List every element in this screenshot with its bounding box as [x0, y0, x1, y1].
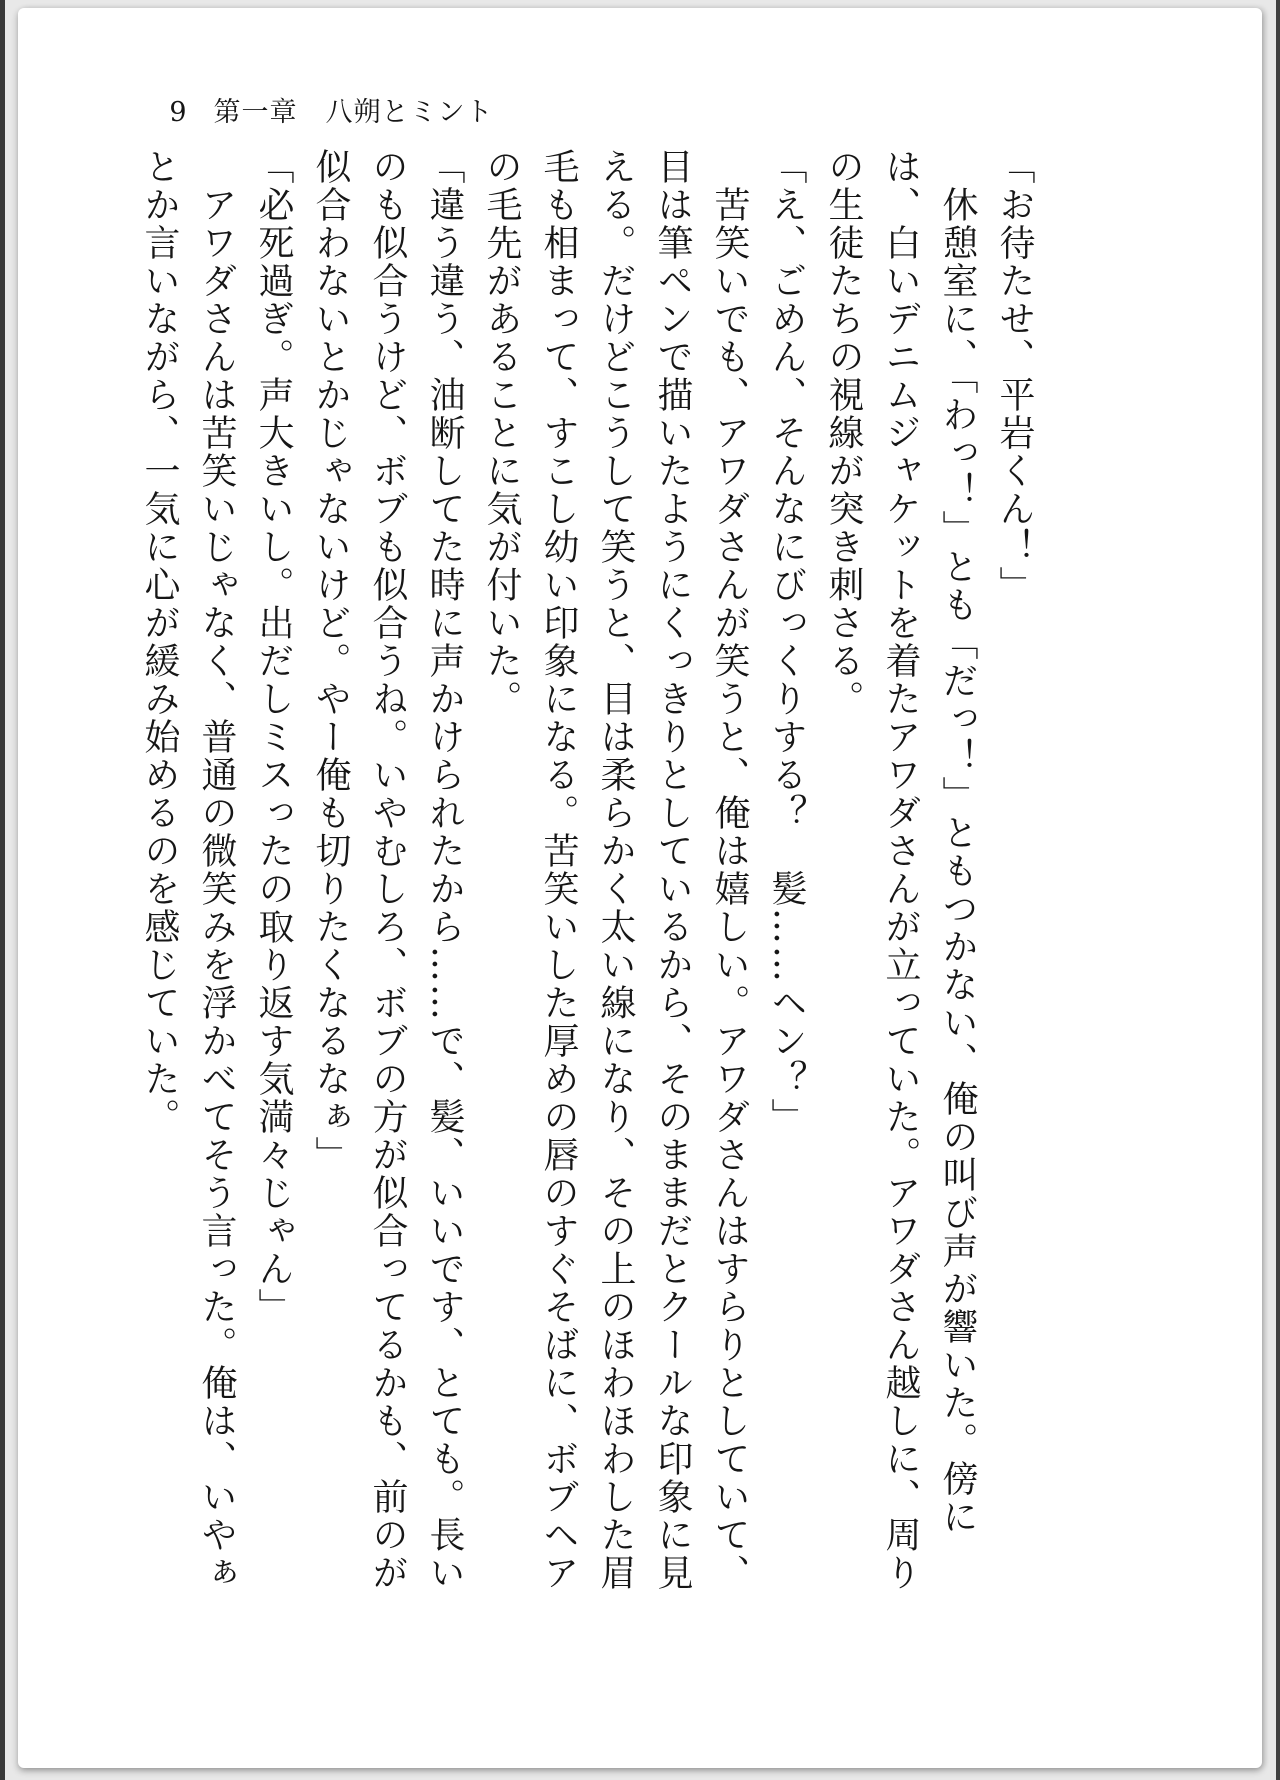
body-text: [131, 148, 1043, 1612]
text-column: 「お待たせ、平岩くん！」: [994, 148, 1035, 604]
text-column: アワダさんは苦笑いじゃなく、普通の微笑みを浮かべてそう言った。俺は、いやぁ: [196, 148, 237, 1592]
left-book-edge: [0, 0, 5, 1780]
page-header: [131, 65, 494, 161]
text-column: の生徒たちの視線が突き刺さる。: [823, 148, 864, 718]
text-column: 休憩室に、「わっ！」とも「だっ！」ともつかない、俺の叫び声が響いた。傍に: [937, 148, 978, 1536]
right-book-edge: [1276, 0, 1280, 1780]
page-number: 9: [169, 97, 188, 128]
text-column: は、白いデニムジャケットを着たアワダさんが立っていた。アワダさん越しに、周り: [880, 148, 921, 1592]
text-column: 「必死過ぎ。声大きいし。出だしミスったの取り返す気満々じゃん」: [253, 148, 294, 1326]
text-column: える。だけどこうして笑うと、目は柔らかく太い線になり、その上のほわほわした眉: [595, 148, 636, 1592]
book-page: [18, 8, 1262, 1768]
text-column: のも似合うけど、ボブも似合うね。いやむしろ、ボブの方が似合ってるかも、前のが: [367, 148, 408, 1592]
chapter-title: 第一章 八朔とミント: [213, 97, 494, 128]
text-column: とか言いながら、一気に心が緩み始めるのを感じていた。: [139, 148, 180, 1136]
text-column: の毛先があることに気が付いた。: [481, 148, 522, 718]
text-column: 目は筆ペンで描いたようにくっきりとしているから、そのままだとクールな印象に見: [652, 148, 693, 1592]
text-column: 似合わないとかじゃないけど。やー俺も切りたくなるなぁ」: [310, 148, 351, 1174]
text-column: 「え、ごめん、そんなにびっくりする？ 髪……ヘン？」: [766, 148, 807, 1136]
text-column: 「違う違う、油断してた時に声かけられたから……で、髪、いいです、とても。長い: [424, 148, 465, 1592]
text-column: 毛も相まって、すこし幼い印象になる。苦笑いした厚めの唇のすぐそばに、ボブヘア: [538, 148, 579, 1592]
text-column: 苦笑いでも、アワダさんが笑うと、俺は嬉しい。アワダさんはすらりとしていて、: [709, 148, 750, 1592]
